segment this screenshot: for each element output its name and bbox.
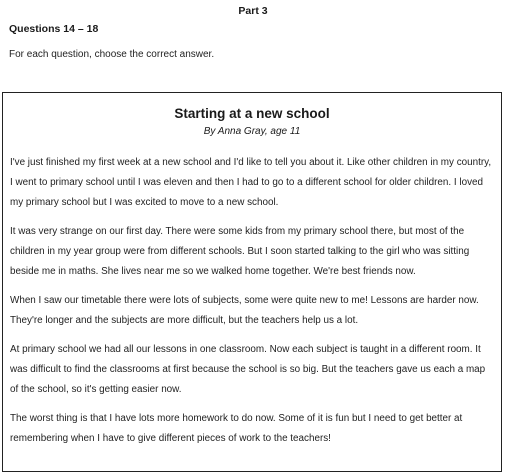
instruction-text: For each question, choose the correct answer. [9,49,215,60]
article-title: Starting at a new school [174,106,330,121]
article-byline: By Anna Gray, age 11 [203,126,301,137]
article-body [10,153,493,458]
article-paragraph: The worst thing is that I have lots more homework to do now. Some of it is fun but I need to get better at remembering when I have to give different pieces of work to the teachers! [10,413,463,444]
part-heading: Part 3 [238,5,268,17]
article-paragraph: When I saw our timetable there were lots of subjects, some were quite new to me! Lessons are harder now. They're longer and the subjects are more difficult, but the teachers help us a lot. [10,295,479,326]
article-paragraph: It was very strange on our first day. There were some kids from my primary school there, but most of the children in my year group were from different schools. But I soon started talking to the girl who was sitting beside me in maths. She lives near me so we walked home together. We're best friends now. [10,226,470,277]
article-paragraph: At primary school we had all our lessons in one classroom. Now each subject is taught in a different room. It was difficult to find the classrooms at first because the school is so big. But the teachers gave us each a map of the school, so it's getting easier now. [10,344,486,395]
article-paragraph: I've just finished my first week at a new school and I'd like to tell you about it. Like other children in my country, I went to primary school until I was eleven and then I had to go to a different school for older children. I loved my primary school but I was excited to move to a new school. [10,157,492,208]
article-box [2,92,502,472]
questions-range: Questions 14 – 18 [9,23,99,35]
